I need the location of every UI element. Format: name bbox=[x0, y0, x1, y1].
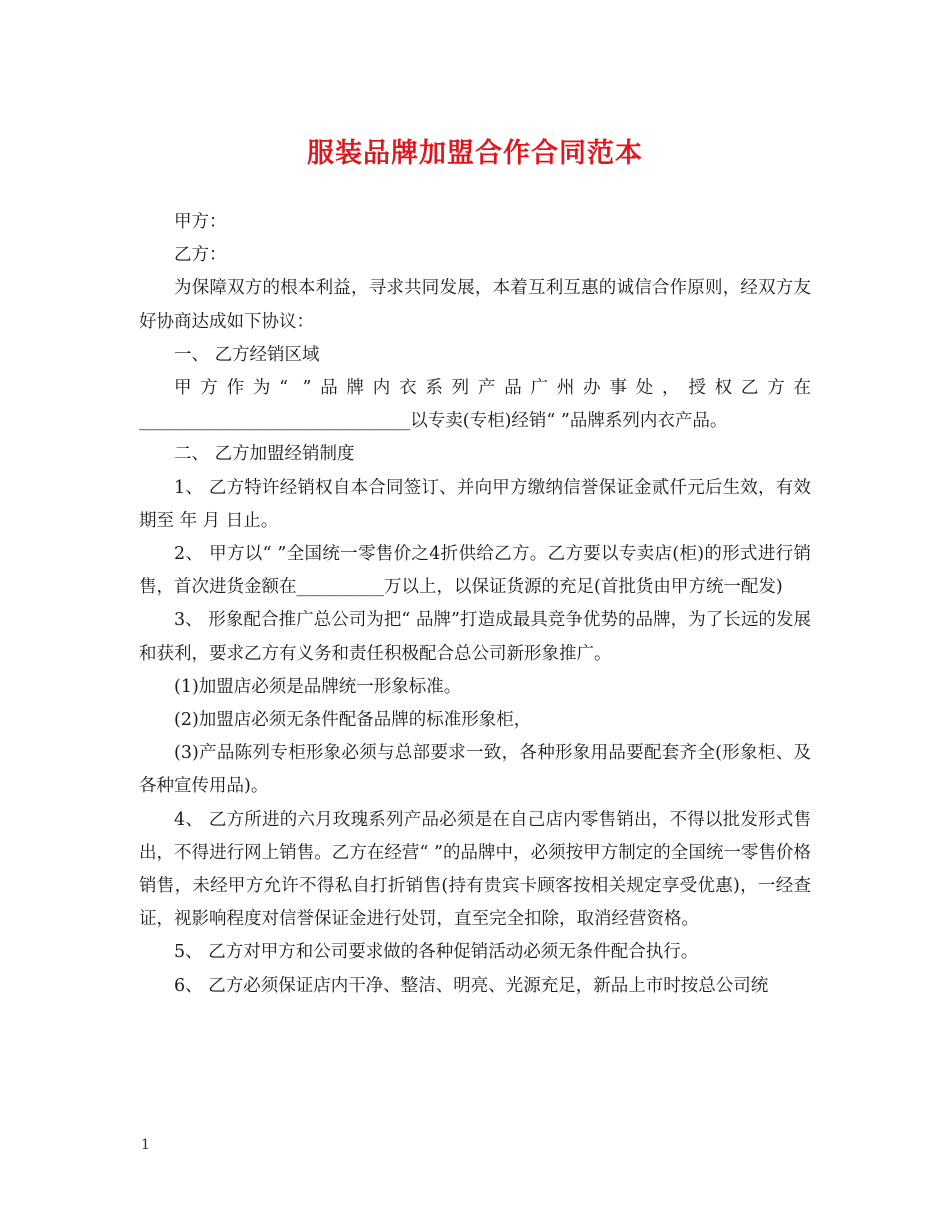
sub-clause-3: (3)产品陈列专柜形象必须与总部要求一致，各种形象用品要配套齐全(形象柜、及各种宣传用品)。 bbox=[139, 743, 811, 797]
document-body bbox=[139, 206, 811, 1003]
section-heading-1: 一、 乙方经销区域 bbox=[174, 344, 320, 365]
party-a-line: 甲方： bbox=[174, 212, 227, 232]
sub-clause-1: (1)加盟店必须是品牌统一形象标准。 bbox=[174, 676, 462, 697]
clause-1: 1、 乙方特许经销权自本合同签订、并向甲方缴纳信誉保证金贰仟元后生效，有效期至 年 月 日止。 bbox=[139, 477, 811, 531]
page-number: 1 bbox=[141, 1137, 150, 1153]
section-heading-2: 二、 乙方加盟经销制度 bbox=[174, 444, 355, 465]
clause-2: 2、 甲方以“ ”全国统一零售价之4折供给乙方。乙方要以专卖店(柜)的形式进行销售，首次进货金额在__________万以上，以保证货源的充足(首批货由甲方统一配发) bbox=[139, 544, 811, 598]
sub-clause-2: (2)加盟店必须无条件配备品牌的标准形象柜， bbox=[174, 710, 532, 731]
clause-6: 6、 乙方必须保证店内干净、整洁、明亮、光源充足，新品上市时按总公司统 bbox=[174, 975, 769, 996]
clause-3: 3、 形象配合推广总公司为把“ 品牌”打造成最具竞争优势的品牌，为了长远的发展和获利，要求乙方有义务和责任积极配合总公司新形象推广。 bbox=[139, 610, 811, 664]
clause-4: 4、 乙方所进的六月玫瑰系列产品必须是在自己店内零售销出，不得以批发形式售出，不得进行网上销售。乙方在经营“ ”的品牌中，必须按甲方制定的全国统一零售价格销售，未经甲方允许不得私自打折销售(持有贵宾卡顾客按相关规定享受优惠)，一经查证，视影响程度对信誉保证金进行处罚，直至完全扣除，取消经营资格。 bbox=[139, 809, 811, 930]
party-b-line: 乙方： bbox=[174, 245, 227, 266]
paragraph-authorization: 甲方作为“ ”品牌内衣系列产品广州办事处，授权乙方在_______________________________以专卖(专柜)经销“ ”品牌系列内衣产品。 bbox=[139, 378, 811, 432]
document-title: 服装品牌加盟合作合同范本 bbox=[307, 138, 643, 169]
clause-5: 5、 乙方对甲方和公司要求做的各种促销活动必须无条件配合执行。 bbox=[174, 942, 699, 963]
preamble-paragraph: 为保障双方的根本利益，寻求共同发展，本着互利互惠的诚信合作原则，经双方友好协商达成如下协议： bbox=[139, 278, 811, 332]
